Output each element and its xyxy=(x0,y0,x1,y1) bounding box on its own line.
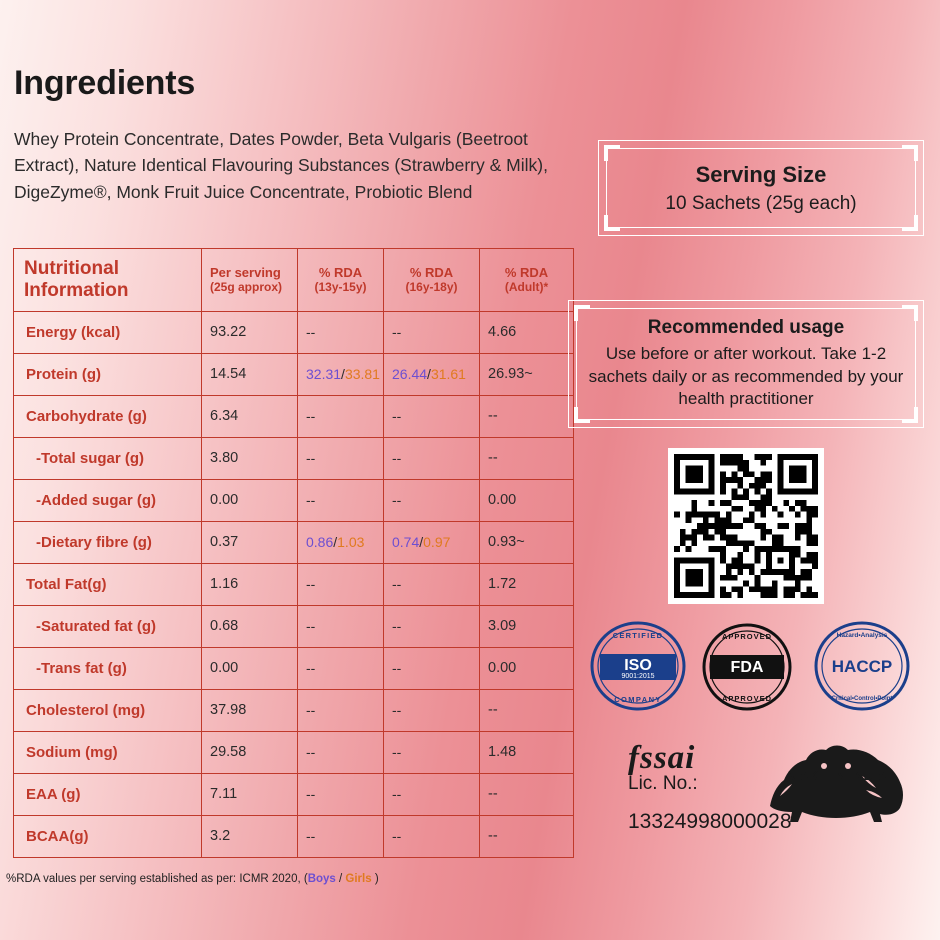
table-row xyxy=(14,563,574,605)
row-label: Total Fat(g) xyxy=(14,563,202,605)
row-rda-16-18: -- xyxy=(384,731,480,773)
row-rda-16-18: -- xyxy=(384,395,480,437)
serving-size-content xyxy=(598,140,924,236)
serving-size-value: 10 Sachets (25g each) xyxy=(665,192,857,214)
table-row xyxy=(14,647,574,689)
header-rda-16-18-line2: (16y-18y) xyxy=(405,280,458,295)
footnote-slash: / xyxy=(335,873,346,885)
row-label: Energy (kcal) xyxy=(14,311,202,353)
row-rda-16-18: -- xyxy=(384,479,480,521)
row-label: -Dietary fibre (g) xyxy=(14,521,202,563)
row-label: Cholesterol (mg) xyxy=(14,689,202,731)
row-label: BCAA(g) xyxy=(14,815,202,857)
row-per-serving: 29.58 xyxy=(202,731,298,773)
table-body xyxy=(14,311,574,857)
qr-code-image xyxy=(674,454,818,598)
row-rda-16-18-girls: 31.61 xyxy=(430,366,466,383)
row-per-serving: 7.11 xyxy=(202,773,298,815)
row-rda-13-15: -- xyxy=(298,605,384,647)
row-per-serving: 14.54 xyxy=(202,353,298,395)
row-rda-13-15: -- xyxy=(298,815,384,857)
row-rda-adult: 26.93~ xyxy=(480,353,574,395)
row-per-serving: 0.68 xyxy=(202,605,298,647)
iso-badge-graphic xyxy=(588,620,688,712)
header-rda-adult-line2: (Adult)* xyxy=(504,280,549,295)
footnote-pre: %RDA values per serving established as per: ICMR 2020, ( xyxy=(6,873,308,885)
row-rda-16-18 xyxy=(384,521,480,563)
row-rda-adult: 1.72 xyxy=(480,563,574,605)
header-rda-13-15 xyxy=(298,249,384,312)
svg-text:9001:2015: 9001:2015 xyxy=(621,673,655,680)
row-rda-16-18-separator: / xyxy=(427,366,431,383)
table-footnote xyxy=(6,873,379,885)
row-rda-13-15: -- xyxy=(298,563,384,605)
row-label: -Trans fat (g) xyxy=(14,647,202,689)
row-rda-13-15-separator: / xyxy=(341,366,345,383)
recommended-usage-text: Use before or after workout. Take 1-2 sachets daily or as recommended by your health practitioner xyxy=(588,343,904,409)
nutritional-information-table xyxy=(13,248,574,858)
row-rda-13-15 xyxy=(298,353,384,395)
row-per-serving: 3.80 xyxy=(202,437,298,479)
row-rda-adult: 4.66 xyxy=(480,311,574,353)
row-label: Protein (g) xyxy=(14,353,202,395)
recommended-usage-content xyxy=(568,300,924,428)
svg-text:HACCP: HACCP xyxy=(831,657,893,676)
row-rda-16-18-separator: / xyxy=(419,534,424,551)
footnote-post: ) xyxy=(371,873,379,885)
table-row xyxy=(14,605,574,647)
row-rda-adult: 3.09 xyxy=(480,605,574,647)
row-rda-13-15: -- xyxy=(298,773,384,815)
row-rda-adult: 0.93~ xyxy=(480,521,574,563)
header-rda-16-18 xyxy=(384,249,480,312)
row-rda-13-15-boys: 32.31 xyxy=(306,366,342,383)
row-rda-16-18: -- xyxy=(384,605,480,647)
row-per-serving: 0.00 xyxy=(202,479,298,521)
table-row xyxy=(14,521,574,563)
fda-approved-badge xyxy=(700,622,794,712)
row-per-serving: 6.34 xyxy=(202,395,298,437)
row-rda-13-15: -- xyxy=(298,437,384,479)
header-rda-16-18-line1: % RDA xyxy=(409,264,454,280)
row-rda-13-15: -- xyxy=(298,689,384,731)
row-rda-adult: -- xyxy=(480,689,574,731)
fssai-license-number: 13324998000028 xyxy=(628,810,792,833)
svg-text:Hazard•Analysis: Hazard•Analysis xyxy=(836,632,888,639)
fssai-block xyxy=(628,740,748,795)
qr-code[interactable] xyxy=(668,448,824,604)
row-rda-13-15: -- xyxy=(298,311,384,353)
table-row xyxy=(14,311,574,353)
header-rda-adult xyxy=(480,249,574,312)
row-rda-13-15 xyxy=(298,521,384,563)
row-rda-adult: 0.00 xyxy=(480,479,574,521)
row-rda-16-18: -- xyxy=(384,563,480,605)
row-rda-adult: -- xyxy=(480,395,574,437)
svg-text:APPROVED: APPROVED xyxy=(721,632,773,641)
header-rda-adult-line1: % RDA xyxy=(504,264,549,280)
table-header xyxy=(14,249,574,312)
row-rda-16-18: -- xyxy=(384,647,480,689)
svg-text:FDA: FDA xyxy=(730,659,764,676)
table-row xyxy=(14,353,574,395)
table-row xyxy=(14,689,574,731)
header-line-2: Information xyxy=(24,279,129,301)
row-per-serving: 93.22 xyxy=(202,311,298,353)
header-per-serving-line1: Per serving xyxy=(210,264,281,280)
row-rda-13-15: -- xyxy=(298,731,384,773)
table-row xyxy=(14,731,574,773)
row-rda-16-18-boys: 0.74 xyxy=(392,534,420,551)
row-label: Sodium (mg) xyxy=(14,731,202,773)
row-rda-13-15: -- xyxy=(298,647,384,689)
row-rda-16-18: -- xyxy=(384,437,480,479)
iso-certified-badge xyxy=(588,620,688,712)
row-rda-adult: 1.48 xyxy=(480,731,574,773)
table-row xyxy=(14,479,574,521)
table-row xyxy=(14,395,574,437)
row-rda-16-18-boys: 26.44 xyxy=(392,366,428,383)
fssai-license-label: Lic. No.: xyxy=(628,773,698,794)
table-row xyxy=(14,773,574,815)
ingredients-text: Whey Protein Concentrate, Dates Powder, Beta Vulgaris (Beetroot Extract), Nature Identical Flavouring Substances (Strawberry & Milk), DigeZyme®, Monk Fruit Juice Concentrate, Probiotic Blend xyxy=(14,129,548,202)
row-rda-13-15-separator: / xyxy=(333,534,338,551)
recommended-usage-title: Recommended usage xyxy=(647,316,845,338)
table-row xyxy=(14,437,574,479)
row-rda-16-18: -- xyxy=(384,815,480,857)
row-per-serving: 37.98 xyxy=(202,689,298,731)
row-per-serving: 0.00 xyxy=(202,647,298,689)
row-label: -Total sugar (g) xyxy=(14,437,202,479)
row-per-serving: 1.16 xyxy=(202,563,298,605)
table-header-row xyxy=(14,249,574,312)
row-rda-13-15: -- xyxy=(298,479,384,521)
footnote-boys: Boys xyxy=(307,873,336,885)
row-rda-16-18: -- xyxy=(384,311,480,353)
haccp-badge-graphic xyxy=(812,620,912,712)
row-label: -Saturated fat (g) xyxy=(14,605,202,647)
svg-text:Critical•Control•Point: Critical•Control•Point xyxy=(831,696,893,702)
make-in-india-label: MAKE IN INDIA xyxy=(788,768,888,783)
fssai-logo: fssai xyxy=(628,740,696,776)
page-title: Ingredients xyxy=(14,64,196,102)
serving-size-title: Serving Size xyxy=(695,161,827,187)
row-label: -Added sugar (g) xyxy=(14,479,202,521)
row-rda-13-15: -- xyxy=(298,395,384,437)
haccp-badge xyxy=(812,620,912,712)
nutrition-table-wrapper xyxy=(13,248,573,858)
footnote-girls: Girls xyxy=(345,873,372,885)
row-rda-adult: -- xyxy=(480,815,574,857)
row-rda-adult: -- xyxy=(480,773,574,815)
header-rda-13-15-line2: (13y-15y) xyxy=(314,280,367,295)
row-label: Carbohydrate (g) xyxy=(14,395,202,437)
header-nutritional-information xyxy=(14,249,202,312)
row-rda-16-18-girls: 0.97 xyxy=(423,534,451,551)
table-row xyxy=(14,815,574,857)
header-rda-13-15-line1: % RDA xyxy=(318,264,363,280)
row-rda-adult: 0.00 xyxy=(480,647,574,689)
header-per-serving xyxy=(202,249,298,312)
svg-text:APPROVED: APPROVED xyxy=(721,694,773,703)
fda-badge-graphic xyxy=(700,622,794,712)
row-rda-16-18 xyxy=(384,353,480,395)
row-per-serving: 0.37 xyxy=(202,521,298,563)
row-rda-adult: -- xyxy=(480,437,574,479)
row-rda-13-15-boys: 0.86 xyxy=(306,534,334,551)
svg-text:COMPANY: COMPANY xyxy=(614,695,662,704)
header-per-serving-line2: (25g approx) xyxy=(210,280,283,295)
row-rda-16-18: -- xyxy=(384,689,480,731)
svg-text:ISO: ISO xyxy=(624,657,652,674)
row-per-serving: 3.2 xyxy=(202,815,298,857)
header-line-1: Nutritional xyxy=(24,258,119,279)
svg-text:CERTIFIED: CERTIFIED xyxy=(612,631,664,640)
row-label: EAA (g) xyxy=(14,773,202,815)
row-rda-13-15-girls: 1.03 xyxy=(337,534,365,551)
row-rda-16-18: -- xyxy=(384,773,480,815)
row-rda-13-15-girls: 33.81 xyxy=(344,366,380,383)
